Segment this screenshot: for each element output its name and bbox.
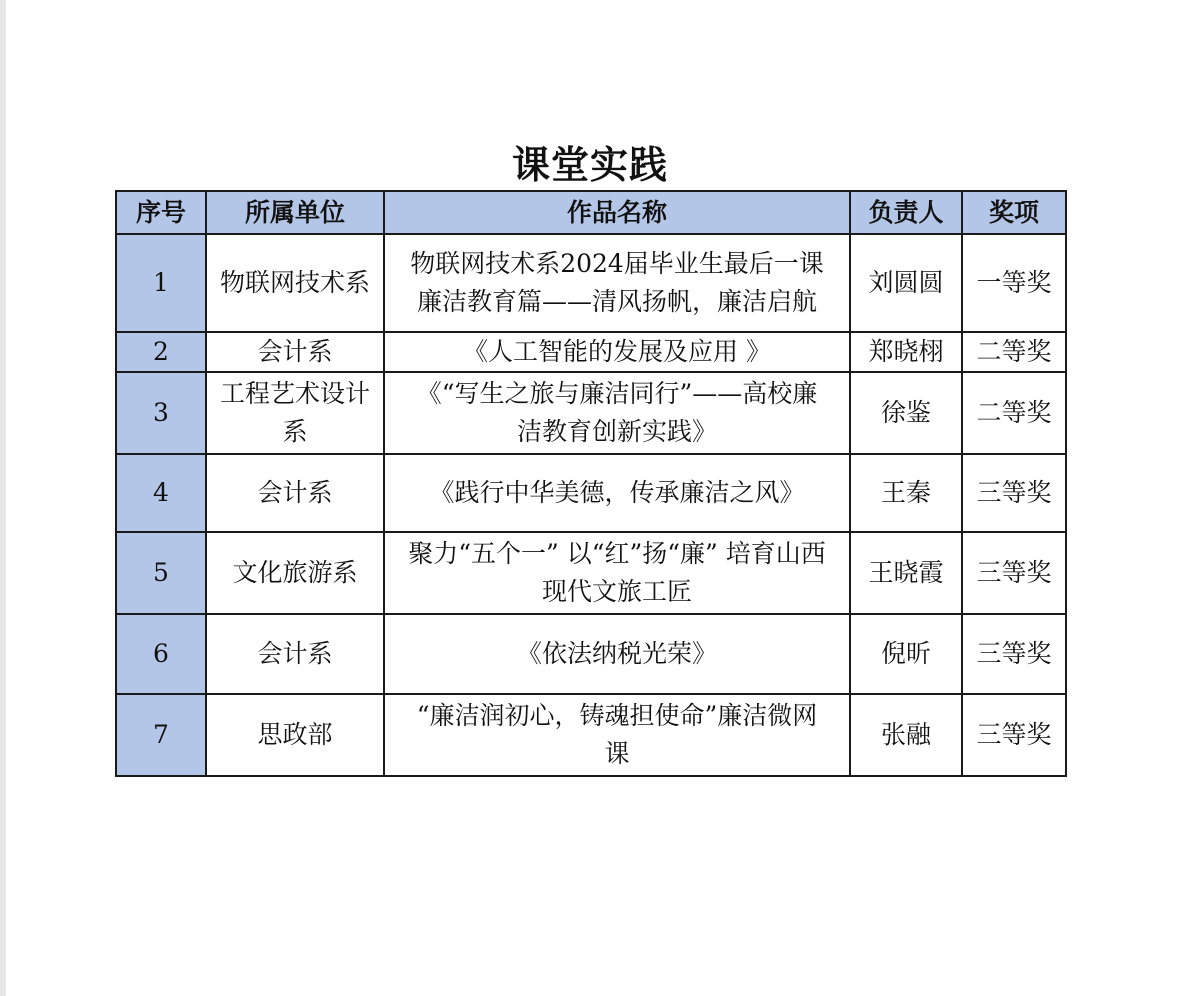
row-department: 文化旅游系 [206, 532, 384, 614]
row-award: 二等奖 [962, 332, 1066, 372]
header-department: 所属单位 [206, 191, 384, 234]
row-award: 三等奖 [962, 614, 1066, 694]
row-person: 郑晓栩 [850, 332, 962, 372]
work-title-line: 廉洁教育篇——清风扬帆，廉洁启航 [416, 287, 817, 316]
row-award: 三等奖 [962, 454, 1066, 532]
row-person: 倪昕 [850, 614, 962, 694]
work-title-line: 《“写生之旅与廉洁同行”——高校廉 [416, 379, 818, 408]
department-line: 系 [282, 417, 308, 446]
row-index: 5 [116, 532, 206, 614]
row-index: 7 [116, 694, 206, 776]
awards-table [115, 190, 1067, 777]
row-department: 思政部 [206, 694, 384, 776]
work-title-line: 《人工智能的发展及应用 》 [463, 337, 771, 366]
row-person: 王晓霞 [850, 532, 962, 614]
work-title-line: “廉洁润初心，铸魂担使命”廉洁微网 [416, 701, 818, 730]
work-title-line: 现代文旅工匠 [541, 577, 692, 606]
work-title-line: 课 [604, 739, 630, 768]
table-row [116, 234, 1066, 332]
row-award: 三等奖 [962, 532, 1066, 614]
row-index: 1 [116, 234, 206, 332]
row-person: 王秦 [850, 454, 962, 532]
row-award: 一等奖 [962, 234, 1066, 332]
row-award: 二等奖 [962, 372, 1066, 454]
row-department [206, 372, 384, 454]
row-department: 物联网技术系 [206, 234, 384, 332]
header-row [116, 191, 1066, 234]
department-line: 工程艺术设计 [219, 379, 370, 408]
work-title-line: 洁教育创新实践》 [516, 417, 717, 446]
row-department: 会计系 [206, 614, 384, 694]
header-person: 负责人 [850, 191, 962, 234]
row-department: 会计系 [206, 332, 384, 372]
header-index: 序号 [116, 191, 206, 234]
table-row [116, 372, 1066, 454]
work-title-line: 《依法纳税光荣》 [516, 639, 717, 668]
table-row [116, 532, 1066, 614]
row-work-title [384, 614, 850, 694]
work-title-line: 物联网技术系2024届毕业生最后一课 [410, 249, 824, 278]
row-index: 3 [116, 372, 206, 454]
row-department: 会计系 [206, 454, 384, 532]
table-row [116, 694, 1066, 776]
row-work-title [384, 454, 850, 532]
header-award: 奖项 [962, 191, 1066, 234]
row-work-title [384, 234, 850, 332]
row-work-title [384, 372, 850, 454]
row-work-title [384, 532, 850, 614]
row-person: 徐鉴 [850, 372, 962, 454]
row-work-title [384, 332, 850, 372]
header-work-title: 作品名称 [384, 191, 850, 234]
table-row [116, 332, 1066, 372]
row-index: 6 [116, 614, 206, 694]
page-title: 课堂实践 [511, 142, 668, 187]
table-row [116, 454, 1066, 532]
work-title-line: 聚力“五个一” 以“红”扬“廉” 培育山西 [408, 539, 826, 568]
row-person: 张融 [850, 694, 962, 776]
page-edge-strip [0, 0, 6, 996]
work-title-line: 《践行中华美德，传承廉洁之风》 [429, 478, 805, 507]
table-row [116, 614, 1066, 694]
row-award: 三等奖 [962, 694, 1066, 776]
row-index: 2 [116, 332, 206, 372]
row-person: 刘圆圆 [850, 234, 962, 332]
row-work-title [384, 694, 850, 776]
row-index: 4 [116, 454, 206, 532]
